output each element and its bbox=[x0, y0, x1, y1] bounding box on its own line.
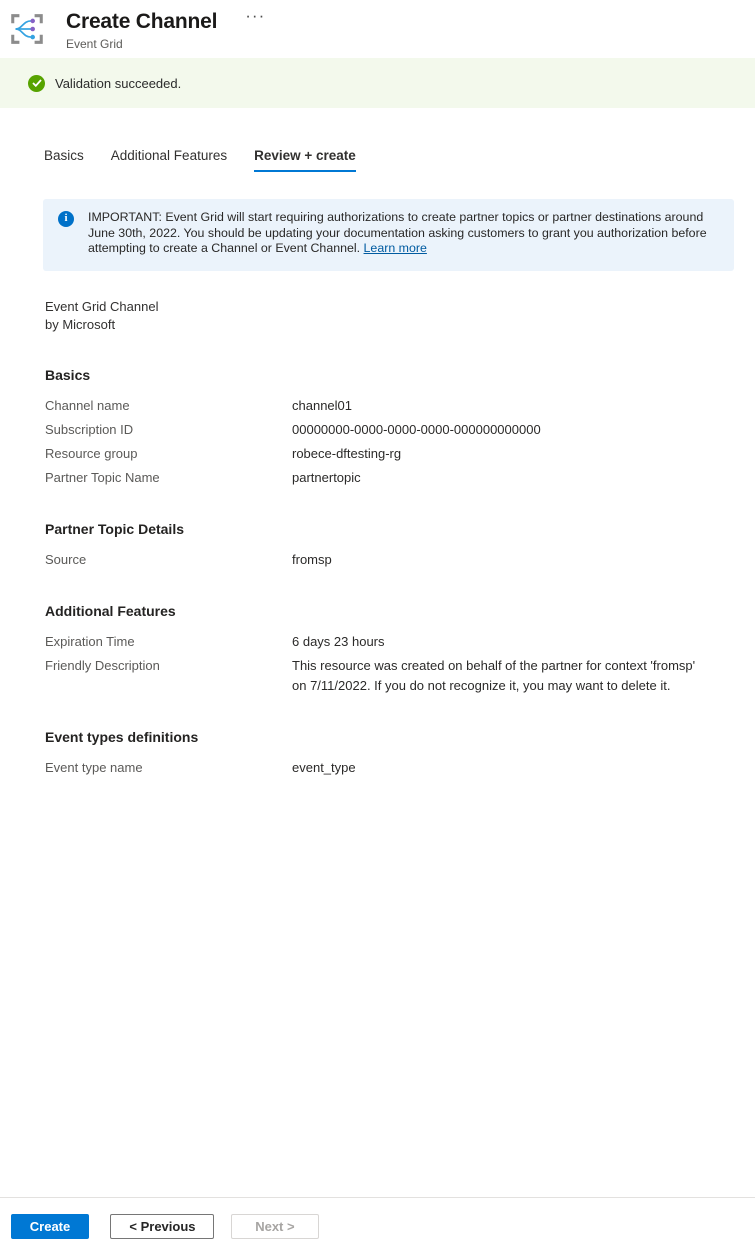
summary-row bbox=[45, 632, 710, 652]
tab-label: Review + create bbox=[254, 148, 356, 163]
tab-review-create[interactable] bbox=[254, 148, 356, 172]
field-value: partnertopic bbox=[292, 469, 361, 485]
field-value: 00000000-0000-0000-0000-000000000000 bbox=[292, 421, 541, 437]
review-sections bbox=[45, 367, 710, 778]
tab-label: Additional Features bbox=[110, 148, 228, 163]
review-section bbox=[45, 729, 710, 778]
review-section bbox=[45, 521, 710, 570]
field-label: Resource group bbox=[45, 445, 138, 461]
page-header bbox=[0, 0, 755, 58]
product-block bbox=[45, 298, 755, 334]
learn-more-link[interactable]: Learn more bbox=[363, 241, 427, 256]
tab-list bbox=[44, 148, 755, 172]
field-value: robece-dftesting-rg bbox=[292, 445, 402, 461]
review-section bbox=[45, 603, 710, 696]
page-subtitle: Event Grid bbox=[66, 37, 123, 51]
wizard-footer bbox=[0, 1197, 755, 1254]
validation-banner bbox=[0, 58, 755, 108]
section-title: Additional Features bbox=[45, 602, 176, 619]
field-label: Subscription ID bbox=[45, 421, 134, 437]
info-text: IMPORTANT: Event Grid will start requiring authorizations to create partner topics or partner destinations around June 30th, 2022. You should be updating your documentation asking customers to grant you authorization before attempting to create a Channel or Event Channel. bbox=[88, 210, 707, 256]
important-info-banner bbox=[43, 199, 734, 271]
section-title: Basics bbox=[45, 366, 91, 383]
validation-text: Validation succeeded. bbox=[55, 75, 182, 91]
tab-basics[interactable] bbox=[44, 148, 84, 172]
field-label: Channel name bbox=[45, 397, 130, 413]
summary-row bbox=[45, 420, 710, 440]
success-check-icon bbox=[28, 75, 45, 92]
field-label: Friendly Description bbox=[45, 657, 160, 673]
previous-button[interactable]: < Previous bbox=[110, 1214, 214, 1239]
field-value: event_type bbox=[292, 759, 356, 775]
field-label: Expiration Time bbox=[45, 633, 135, 649]
field-label: Source bbox=[45, 551, 87, 567]
field-value: This resource was created on behalf of the partner for context 'fromsp' on 7/11/2022. If you do not recognize it, you may want to delete it. bbox=[292, 657, 696, 693]
more-options-button[interactable]: ··· bbox=[245, 6, 266, 25]
field-value: channel01 bbox=[292, 397, 352, 413]
page-title: Create Channel bbox=[66, 10, 218, 33]
summary-row bbox=[45, 550, 710, 570]
info-icon: i bbox=[58, 211, 74, 227]
field-value: fromsp bbox=[292, 551, 332, 567]
summary-row bbox=[45, 656, 710, 696]
review-section bbox=[45, 367, 710, 488]
create-button[interactable]: Create bbox=[11, 1214, 89, 1239]
field-label: Partner Topic Name bbox=[45, 469, 160, 485]
summary-row bbox=[45, 396, 710, 416]
summary-row bbox=[45, 444, 710, 464]
field-label: Event type name bbox=[45, 759, 143, 775]
summary-row bbox=[45, 468, 710, 488]
tab-label: Basics bbox=[44, 148, 84, 163]
product-publisher: by Microsoft bbox=[45, 316, 116, 332]
product-name: Event Grid Channel bbox=[45, 298, 159, 314]
summary-row bbox=[45, 758, 710, 778]
next-button[interactable]: Next > bbox=[231, 1214, 319, 1239]
section-title: Partner Topic Details bbox=[45, 520, 185, 537]
event-grid-icon bbox=[8, 12, 46, 46]
field-value: 6 days 23 hours bbox=[292, 633, 385, 649]
tab-additional-features[interactable] bbox=[111, 148, 227, 172]
section-title: Event types definitions bbox=[45, 728, 199, 745]
